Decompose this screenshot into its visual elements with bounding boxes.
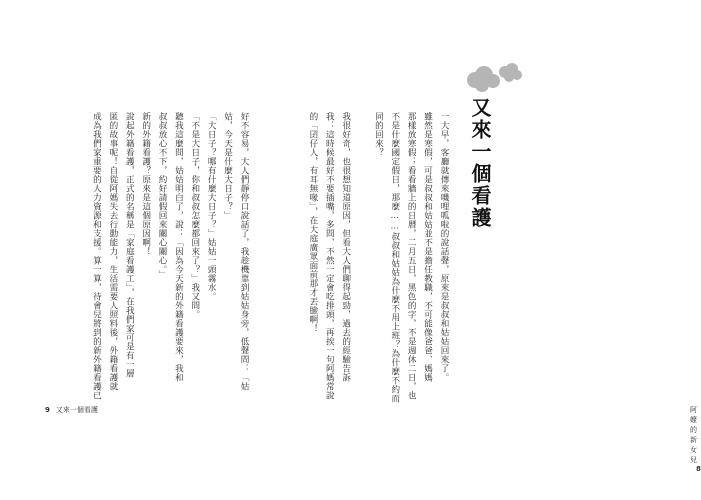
text-column: 「大日子？哪有什麼大日子？」姑姑一頭霧水。	[206, 112, 217, 301]
left-page	[0, 0, 260, 500]
page-number: 9	[45, 406, 50, 414]
footer-label: 阿嬤的新女兒	[690, 406, 697, 464]
cloud-decoration-icon	[455, 58, 525, 98]
text-column: 好不容易，大人們靜停口說話了，我趁機靠到姑姑身旁，低聲問：「姑	[239, 112, 249, 391]
paragraph-gap	[355, 112, 368, 362]
text-column: 不是什麼國定假日，那麼……叔叔和姑姑為什麼不用上班？為什麼不約而	[389, 112, 400, 403]
text-column: 「不是大日子，你和叔叔怎麼都回來了？」我又問。	[189, 112, 200, 319]
text-column: 一大早，客廳就傳來嘰哩呱啦的說話聲，原來是叔叔和姑姑回來了。	[439, 112, 449, 382]
text-column: 我很好奇，也很想知道原因，但看大人們聊得起勁，過去的經驗告訴	[340, 112, 351, 382]
page-number: 8	[696, 465, 701, 473]
text-column: 成為我們家重要的人力資源和支援。算一算，待會兒將到的新外籍看護已	[91, 112, 102, 400]
left-page-text	[89, 112, 250, 400]
text-column: 我：這時候最好不要插嘴，多問，不然一定會吃排頭，再挨一句阿媽常說	[324, 112, 335, 400]
text-column: 說起外籍看護，正式的名稱是「家庭看護工」，在我們家可是有一層	[124, 112, 135, 378]
text-column: 雖然是寒假，可是叔叔和姑姑並不是擔任教職，不可能像爸爸、媽媽	[422, 112, 433, 382]
footer-label: 又來一個看護	[55, 406, 98, 414]
text-column: 的「囝仔人，有耳無喙」，在大庭廣眾面前那才丟臉啊！	[307, 112, 318, 333]
chapter-title: 又來一個看護	[468, 97, 492, 229]
text-column: 叔叔放心不下，約好請假回來關心關心。」	[157, 112, 168, 279]
text-column: 那樣放寒假；看看牆上的日曆，二月五日，黑色的字，不是週休二日，也	[406, 112, 417, 400]
text-column: 新的外籍看護？原來是這個原因啊！	[140, 112, 151, 256]
text-column: 聽我這麼問，姑姑明白了，說：「因為今天新的外籍看護要來，我和	[173, 112, 184, 382]
right-page-text	[305, 112, 450, 403]
text-column: 同的回來？	[373, 112, 384, 157]
text-column: 姑，今天是什麼大日子？」	[222, 112, 233, 220]
right-page-footer	[690, 405, 701, 473]
left-page-footer	[45, 405, 98, 415]
text-column: 匿的故事呢！自從阿媽失去行動能力，生活需要人照料後，外籍看護就	[107, 112, 118, 391]
